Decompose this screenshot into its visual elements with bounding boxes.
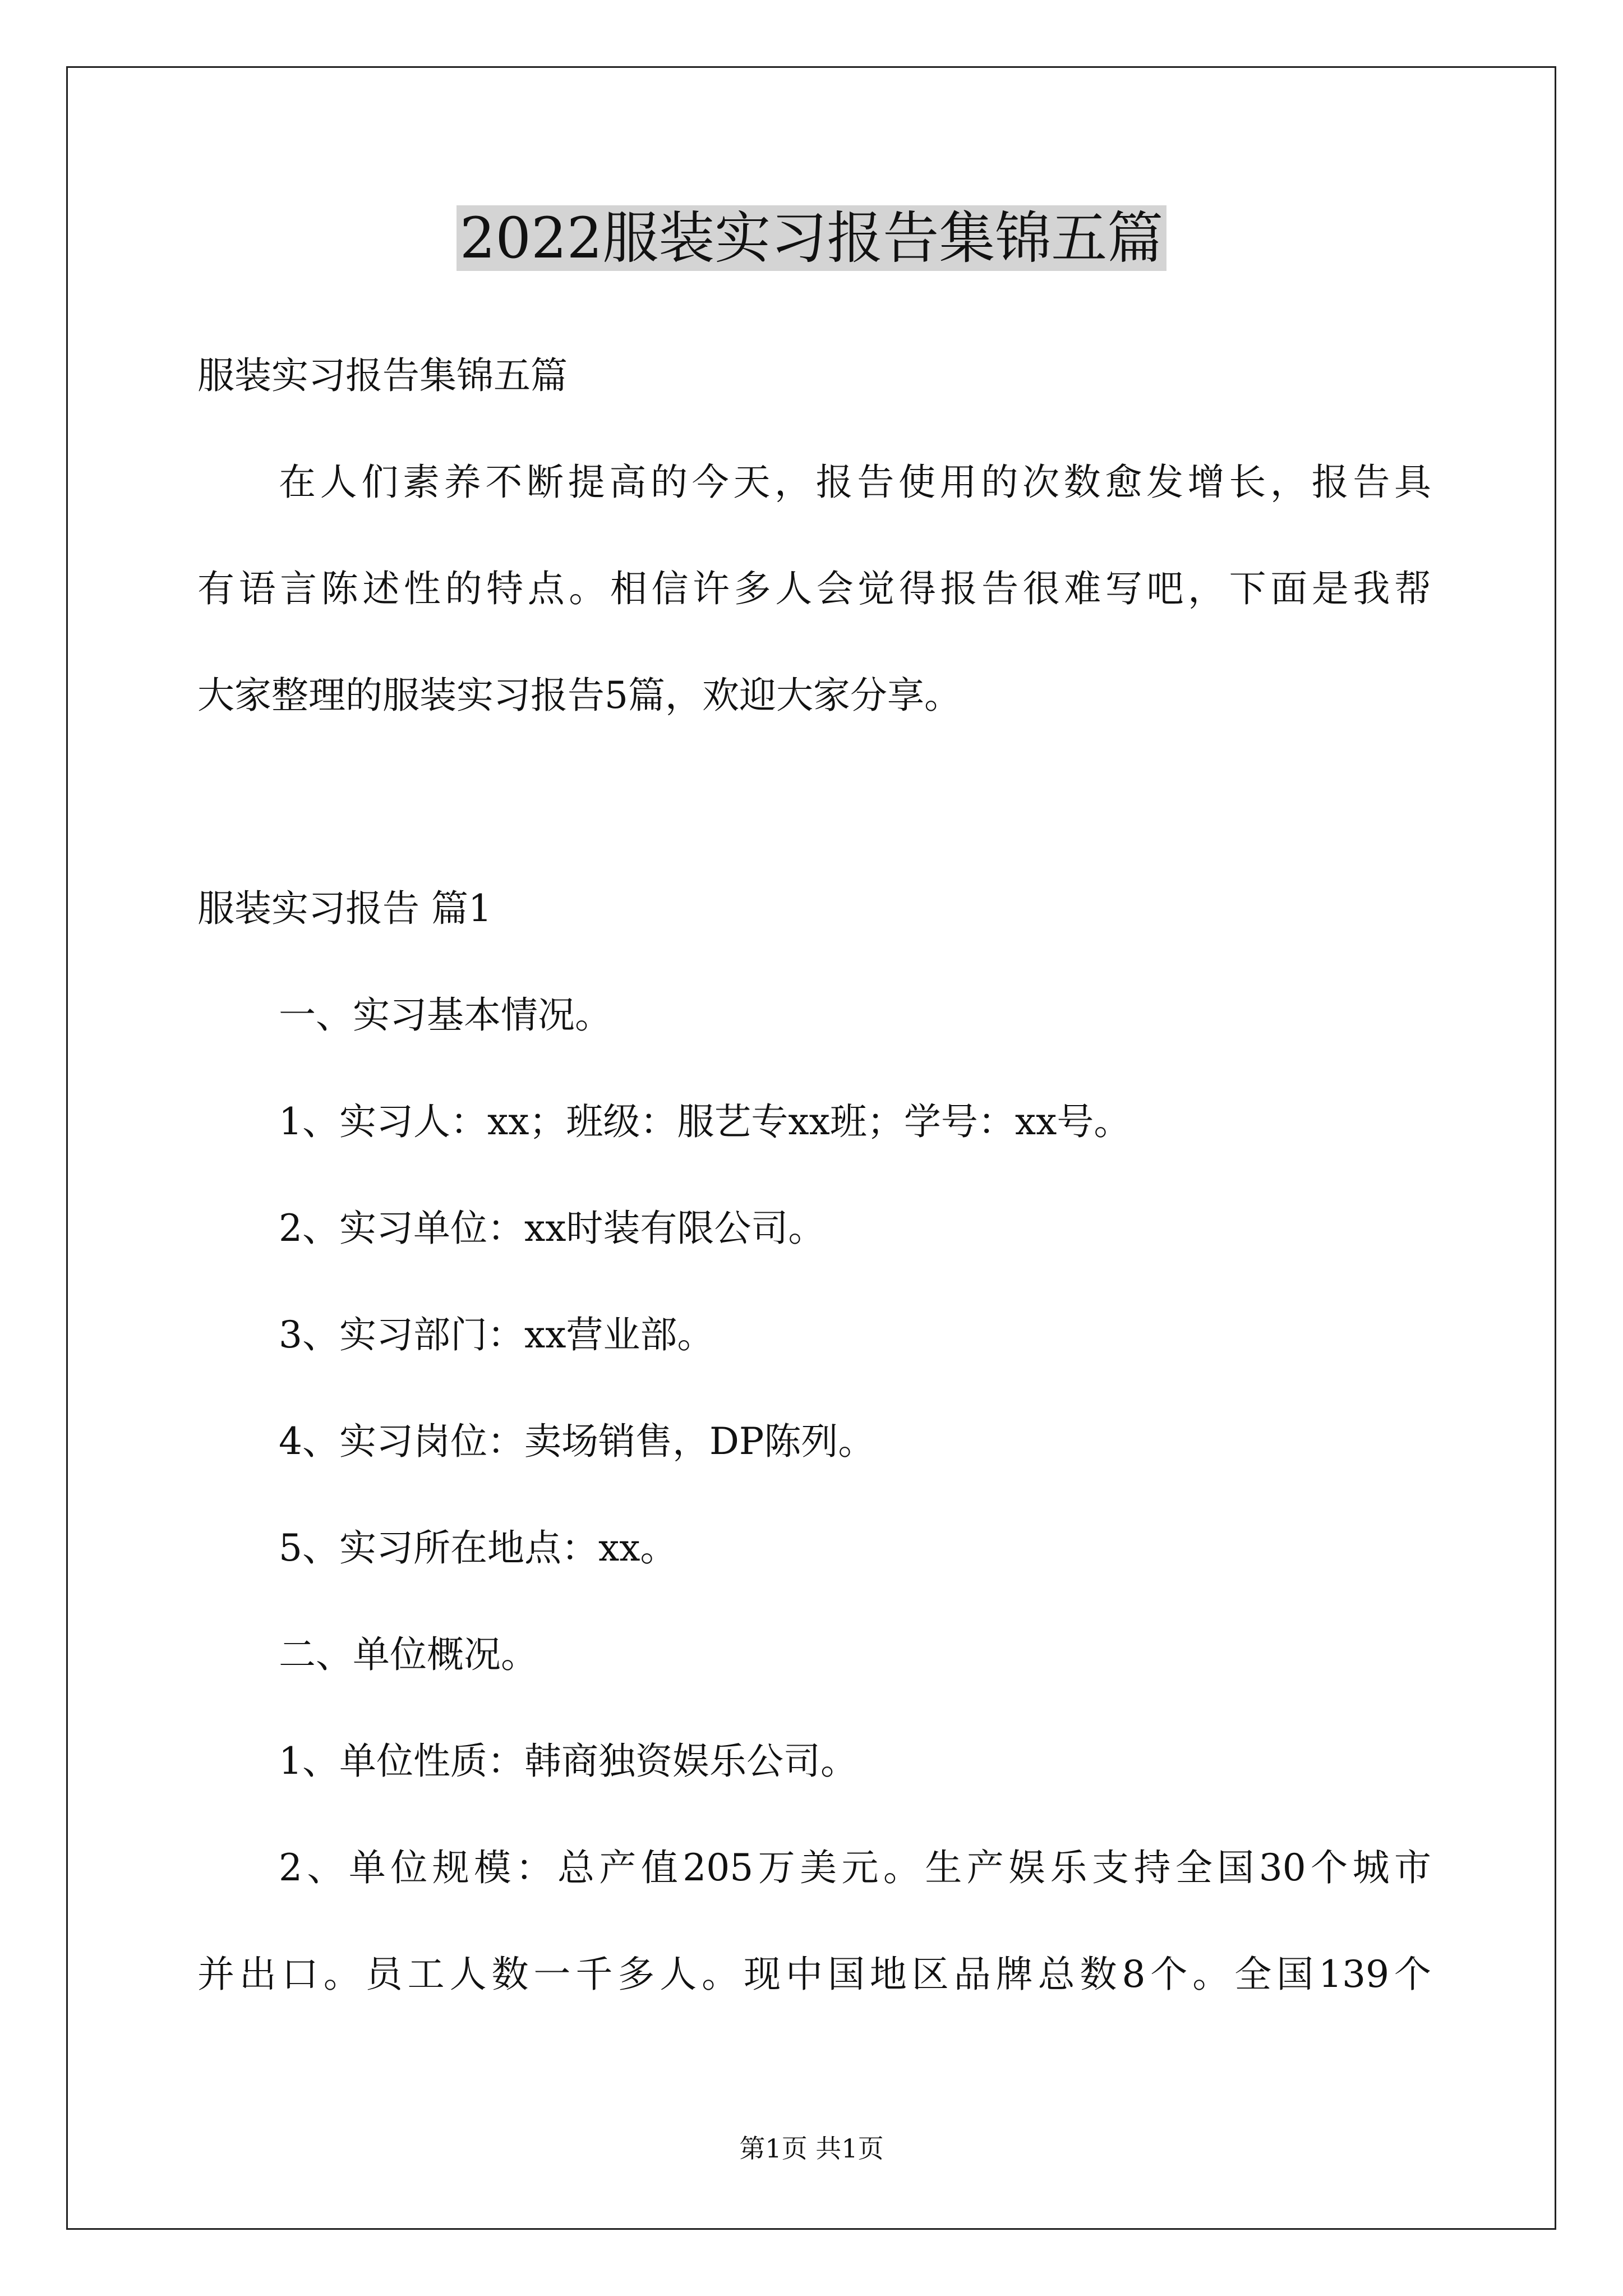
- list-item: 二、单位概况。: [279, 1633, 538, 1676]
- scale-line-2: 并出口。员工人数一千多人。现中国地区品牌总数8个。全国139个: [197, 1953, 1431, 1996]
- intro-line-2: 有语言陈述性的特点。相信许多人会觉得报告很难写吧，下面是我帮: [197, 567, 1431, 610]
- scale-line-1: 2、单位规模：总产值205万美元。生产娱乐支持全国30个城市: [279, 1846, 1431, 1889]
- section-heading: 服装实习报告 篇1: [197, 887, 492, 930]
- list-item: 1、实习人：xx；班级：服艺专xx班；学号：xx号。: [279, 1100, 1131, 1143]
- document-subtitle: 服装实习报告集锦五篇: [197, 354, 568, 397]
- list-item: 2、实习单位：xx时装有限公司。: [279, 1207, 826, 1250]
- list-item: 1、单位性质：韩商独资娱乐公司。: [279, 1740, 857, 1783]
- intro-line-3: 大家整理的服装实习报告5篇，欢迎大家分享。: [197, 674, 961, 717]
- page-footer: 第1页 共1页: [739, 2133, 884, 2164]
- intro-line-1: 在人们素养不断提高的今天，报告使用的次数愈发增长，报告具: [279, 461, 1431, 504]
- list-item: 一、实习基本情况。: [279, 993, 612, 1037]
- document-title-text: 2022服装实习报告集锦五篇: [457, 205, 1167, 271]
- list-item: 5、实习所在地点：xx。: [279, 1526, 677, 1570]
- list-item: 3、实习部门：xx营业部。: [279, 1313, 714, 1356]
- document-title: [0, 202, 1623, 275]
- list-item: 4、实习岗位：卖场销售，DP陈列。: [279, 1420, 875, 1463]
